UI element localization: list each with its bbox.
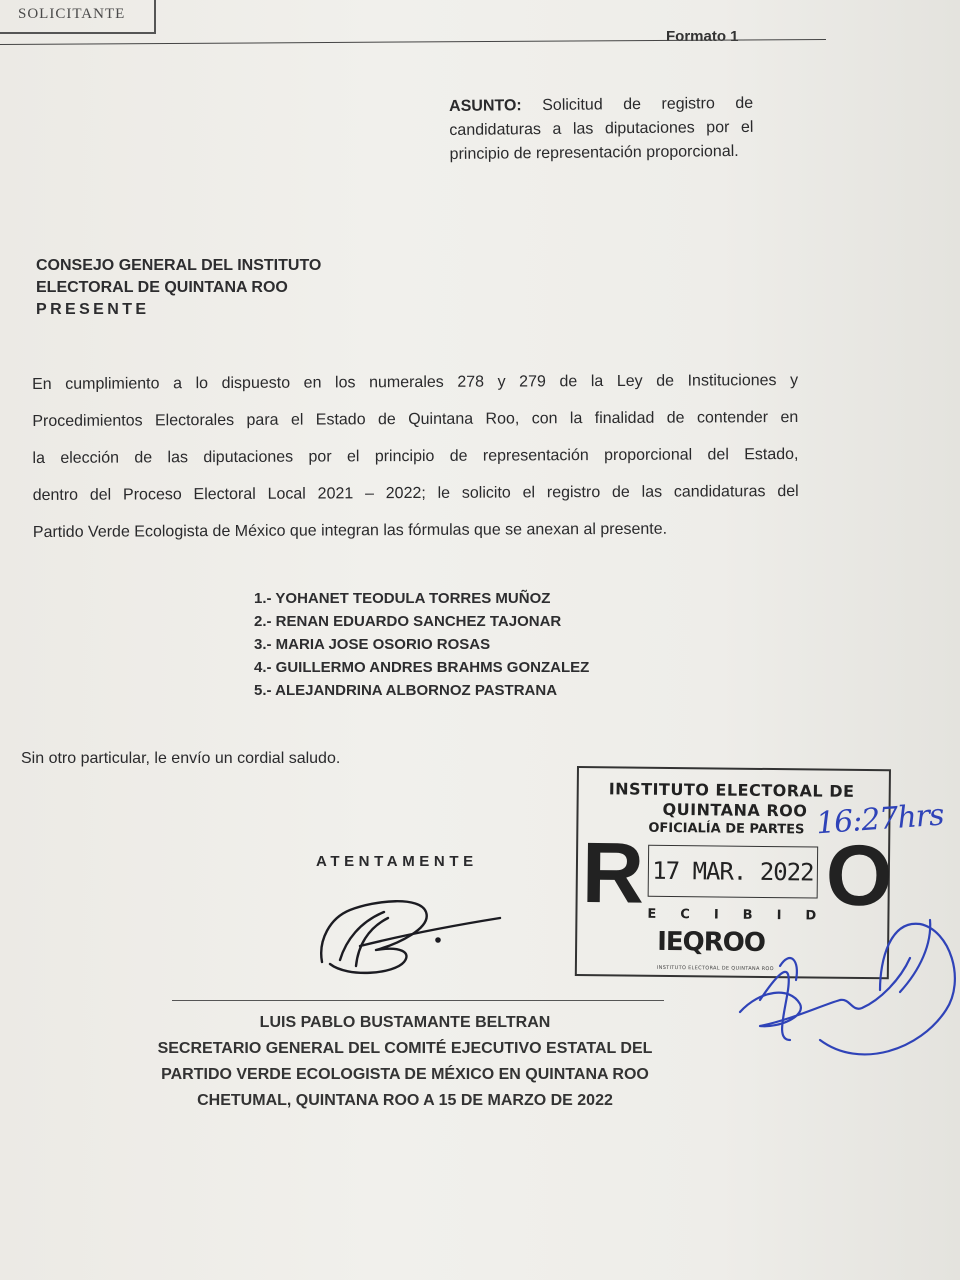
stamp-line-3: OFICIALÍA DE PARTES [648, 820, 805, 838]
addressee-line-2: ELECTORAL DE QUINTANA ROO [36, 279, 288, 296]
stamp-logo: IEQROO [657, 926, 766, 958]
candidate-item: 3.- MARIA JOSE OSORIO ROSAS [254, 636, 491, 653]
asunto-label: ASUNTO: [449, 97, 522, 115]
stamp-big-r: R [581, 825, 645, 922]
body-line: Procedimientos Electorales para el Estado de Quintana Roo, con la finalidad de contender en [32, 408, 799, 430]
stamp-small-text: INSTITUTO ELECTORAL DE QUINTANA ROO [656, 964, 774, 973]
addressee-line-1: CONSEJO GENERAL DEL INSTITUTO [36, 257, 322, 274]
atentamente-label: ATENTAMENTE [316, 853, 478, 870]
handwritten-time: 16:27hrs [814, 797, 945, 842]
body-paragraph [32, 362, 799, 551]
candidate-item: 5.- ALEJANDRINA ALBORNOZ PASTRANA [254, 682, 558, 699]
signer-block [120, 1010, 690, 1114]
candidate-item: 2.- RENAN EDUARDO SANCHEZ TAJONAR [254, 613, 562, 630]
body-line: dentro del Proceso Electoral Local 2021 – 2022; le solicito el registro de las candidaturas del [32, 482, 799, 504]
stamp-big-o: O [825, 827, 894, 925]
body-line: En cumplimiento a lo dispuesto en los numerales 278 y 279 de la Ley de Instituciones y [32, 371, 799, 393]
received-stamp [575, 766, 894, 979]
signer-role-2: PARTIDO VERDE ECOLOGISTA DE MÉXICO EN QUINTANA ROO [161, 1066, 649, 1083]
stamp-line-2: QUINTANA ROO [662, 799, 808, 821]
body-line: Partido Verde Ecologista de México que integran las fórmulas que se anexan al presente. [32, 520, 668, 541]
body-line: la elección de las diputaciones por el principio de representación proporcional del Estado, [32, 445, 799, 467]
stamp-recibido: ECIBID [647, 906, 841, 924]
solicitante-tag: SOLICITANTE [0, 0, 156, 34]
stamp-line-1: INSTITUTO ELECTORAL DE [608, 779, 855, 801]
closing-text: Sin otro particular, le envío un cordial saludo. [21, 750, 341, 767]
signer-role-1: SECRETARIO GENERAL DEL COMITÉ EJECUTIVO ESTATAL DEL [157, 1040, 653, 1057]
candidate-item: 4.- GUILLERMO ANDRES BRAHMS GONZALEZ [254, 659, 590, 676]
signature-line [172, 1000, 664, 1001]
addressee-presente: PRESENTE [36, 301, 150, 318]
asunto-text: Solicitud de registro de candidaturas a las diputaciones por el principio de representación proporcional. [449, 94, 754, 163]
candidate-list [254, 587, 589, 702]
signer-name: LUIS PABLO BUSTAMANTE BELTRAN [259, 1014, 551, 1031]
signer-signature-icon [321, 901, 500, 973]
asunto-block [449, 92, 754, 167]
signer-place-date: CHETUMAL, QUINTANA ROO A 15 DE MARZO DE 2022 [197, 1092, 613, 1109]
addressee-block [36, 255, 321, 321]
candidate-item: 1.- YOHANET TEODULA TORRES MUÑOZ [254, 590, 551, 607]
formato-label: Formato 1 [666, 28, 739, 45]
stamp-date: 17 MAR. 2022 [648, 845, 819, 899]
